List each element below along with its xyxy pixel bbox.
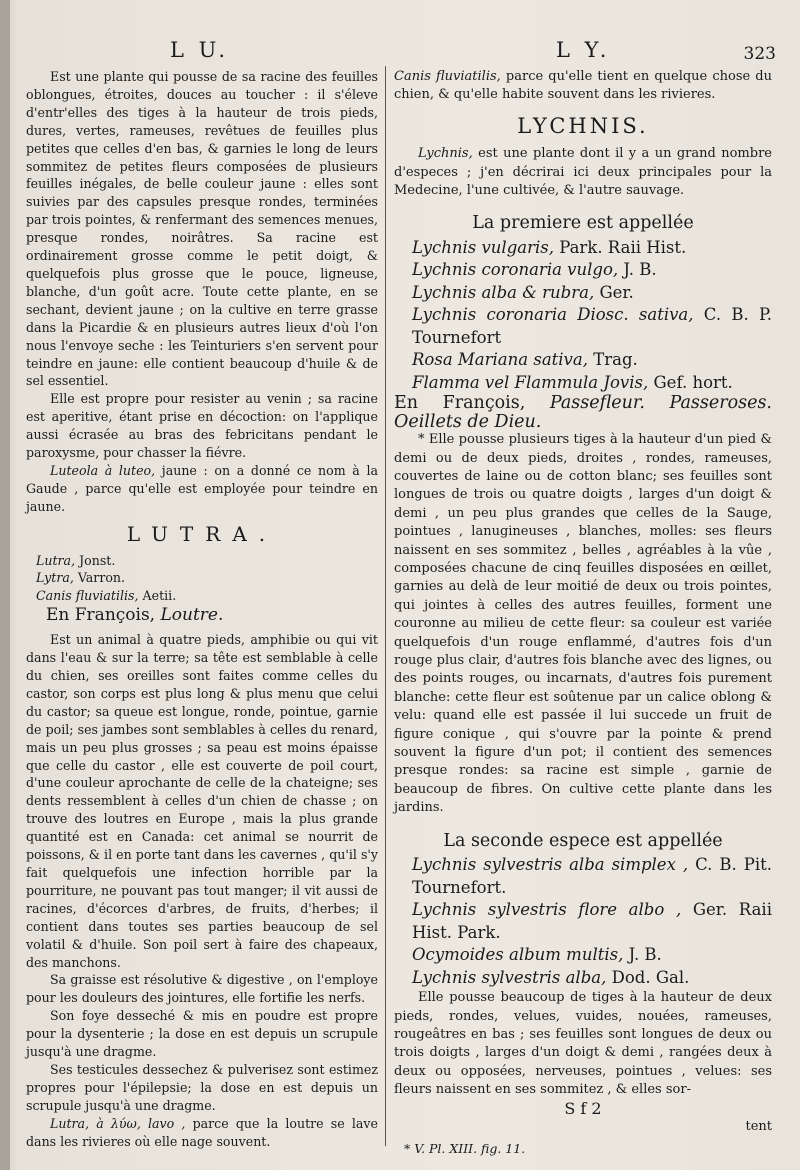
lutra-description: Est un animal à quatre pieds, amphibie ou qui vit dans l'eau & sur la terre; sa tête est semblable à celle du chien, ses oreilles sont faites comme celles du castor, son corps est plus long & plus menu que celui du castor; sa queue est longue, ronde, pointue, garnie de poil; ses jambes sont semblables à celles du renard, mais un peu plus grosses ; sa peau est moins épaisse que celle du castor , elle est couverte de poil court, d'une couleur aprochante de celle de la chateigne; ses dents ressemblent à celles d'un chien de chasse ; on trouve des loutres en Europe , mais la plus grande quantité est en Canada: cet animal se nourrit de poissons, & il en porte tant dans les cavernes , qu'il s'y fait quelquefois une infection horrible par la pourriture, ne pouvant pas tout manger; il vit aussi de racines, d'écorces d'arbres, de fruits, d'herbes; il contient dans toutes ses parties beaucoup de sel volatil & d'huile. Son poil sert à faire des chapeaux, des manchons.	[26, 632, 378, 970]
synonym-author: C. B. Pit. Tournefort.	[412, 855, 772, 897]
synonym-name: Lytra,	[36, 570, 74, 586]
synonym-name: Lychnis alba & rubra,	[412, 282, 595, 302]
synonym-name: Lychnis vulgaris,	[412, 237, 554, 257]
lutra-term: Lutra, à λύω, lavo ,	[50, 1115, 186, 1131]
synonym-line	[412, 854, 772, 899]
synonym-name: Flamma vel Flammula Jovis,	[412, 372, 649, 392]
synonym-name: Lychnis coronaria Diosc. sativa,	[412, 305, 694, 325]
first-species-heading: La premiere est appellée	[472, 213, 694, 234]
synonym-line	[36, 552, 378, 570]
synonym-name: Canis fluviatilis,	[36, 588, 139, 604]
second-species-description: Elle pousse beaucoup de tiges à la hauteur de deux pieds, rondes, velues, vuides, nouées, rameuses, rougeâtres en bas ; ses feuilles sont longues de deux ou trois doigts , larges d'un doigt & demi , rangées deux à deux ou opposées, nerveuses, pointues , velues: ses fleurs naissent en ses sommitez , & elles sor-	[394, 990, 772, 1098]
synonym-line	[412, 304, 772, 349]
luteola-description: Est une plante qui pousse de sa racine des feuilles oblongues, étroites, douces au toucher : il s'éleve d'entr'elles des tiges à la hauteur de trois pieds, dures, vertes, rameuses, revêtues de feuilles plus petites que celles d'en bas, & garnies le long de leurs sommitez de petites fleurs composées de plusieurs feuilles inégales, de belle couleur jaune : elles sont suivies par des capsules presque rondes, terminées par trois pointes, & renfermant des semences menues, presque rondes, noirâtres. Sa racine est ordinairement grosse comme le petit doigt, & quelquefois plus grosse que le pouce, ligneuse, blanche, d'un goût acre. Toute cette plante, en se sechant, devient jaune ; on la cultive en terre grasse dans la Picardie & en plusieurs autres lieux d'où l'on nous l'envoye seche : les Teinturiers s'en servent pour teindre en jaune: elle contient beaucoup d'huile & de sel essentiel.	[26, 69, 378, 389]
synonym-author: C. B. P. Tournefort	[412, 305, 773, 347]
entry-title-lutra: LUTRA.	[126, 521, 278, 546]
lychnis-french-names	[394, 394, 772, 431]
synonym-author: J. B.	[623, 945, 662, 965]
synonym-name: Lychnis sylvestris flore albo ,	[412, 900, 682, 920]
synonym-name: Lychnis coronaria vulgo,	[412, 260, 619, 280]
second-species-synonyms	[394, 854, 772, 989]
canis-etymology	[394, 68, 772, 105]
lutra-etymology	[26, 1115, 378, 1151]
lychnis-term: Lychnis,	[418, 146, 473, 162]
lutra-liver-uses: Son foye desseché & mis en poudre est propre pour la dysenterie ; la dose en est depuis un scrupule jusqu'à une dragme.	[26, 1008, 378, 1060]
synonym-author: Ger.	[594, 282, 634, 302]
synonym-line	[412, 899, 772, 944]
page-gutter	[0, 0, 10, 1170]
synonym-line	[412, 349, 772, 372]
synonym-author: Varron.	[73, 570, 126, 586]
canis-term: Canis fluviatilis,	[394, 69, 501, 84]
french-label: En François,	[394, 393, 550, 414]
lutra-etymology-text: parce que la loutre se lave dans les rivieres où elle nage souvent.	[26, 1115, 378, 1149]
synonym-line	[412, 372, 772, 395]
synonym-line	[412, 967, 772, 990]
luteola-etymology	[26, 462, 378, 516]
second-species-heading: La seconde espece est appellée	[443, 830, 723, 851]
lutra-french-name	[26, 607, 378, 625]
synonym-line	[412, 237, 772, 260]
synonym-name: Lutra,	[36, 552, 76, 568]
page-number: 323	[743, 44, 776, 64]
left-column	[26, 68, 378, 1150]
synonym-name: Ocymoides album multis,	[412, 945, 624, 965]
first-species-description: * Elle pousse plusieurs tiges à la hauteur d'un pied & demi ou de deux pieds, droites , rondes, rameuses, couvertes de laine ou de cotton blanc; ses feuilles sont longues de trois ou quatre doigts , larges d'un doigt & demi , un peu plus grandes que celles de la Sauge, pointues , lanugineuses , blanches, molles: ses fleurs naissent en ses sommitez , belles , agréables à la vûe , composées chacune de cinq feuilles disposées en œillet, garnies au delà de leur moitié de deux ou trois pointes, qui jointes à celles des autres feuilles, forment une couronne au milieu de cette fleur: sa couleur est variée quelquefois d'un rouge enflammé, d'autres fois d'un rouge plus clair, d'autres fois blanche avec des lignes, ou des points rouges, ou incarnats, d'autres fois purement blanche: cette fleur est soûtenue par un calice oblong & velu: quand elle est passée il lui succede un fruit de figure conique , qui s'ouvre par la pointe & prend souvent la figure d'un pot; il contient des semences presque rondes: sa racine est simple , garnie de beaucoup de fibres. On cultive cette plante dans les jardins.	[394, 432, 772, 816]
french-label: En François,	[46, 605, 161, 626]
running-head-right: L Y.	[556, 38, 611, 62]
lutra-testicle-uses: Ses testicules dessechez & pulverisez sont estimez propres pour l'épilepsie; la dose en est depuis un scrupule jusqu'à une dragme.	[26, 1061, 378, 1113]
synonym-line	[36, 569, 378, 587]
first-species-synonyms	[394, 237, 772, 395]
entry-title-lychnis: LYCHNIS.	[517, 113, 649, 138]
right-column	[394, 68, 772, 1159]
lychnis-intro	[394, 145, 772, 200]
running-head-left: L U.	[170, 38, 230, 62]
synonym-name: Rosa Mariana sativa,	[412, 350, 588, 370]
synonym-line	[36, 587, 378, 605]
french-names: Passefleur. Passeroses. Oeillets de Dieu.	[394, 393, 772, 432]
signature-mark: S f 2	[564, 1098, 602, 1118]
synonym-line	[412, 944, 772, 967]
canis-etymology-text: parce qu'elle tient en quelque chose du chien, & qu'elle habite souvent dans les rivieres.	[394, 69, 773, 103]
french-name: Loutre.	[160, 605, 224, 626]
luteola-term: Luteola à luteo,	[50, 462, 156, 478]
lutra-synonyms	[26, 552, 378, 606]
synonym-author: Dod. Gal.	[606, 967, 690, 987]
luteola-etymology-text: jaune : on a donné ce nom à la Gaude , parce qu'elle est employée pour teindre en jaune.	[26, 462, 378, 514]
synonym-author: Jonst.	[75, 552, 116, 568]
synonym-name: Lychnis sylvestris alba simplex ,	[412, 855, 689, 875]
synonym-line	[412, 282, 772, 305]
synonym-author: Gef. hort.	[648, 372, 733, 392]
luteola-uses: Elle est propre pour resister au venin ; sa racine est aperitive, étant prise en décoction: on l'applique aussi écrasée au bras des febricitans pendant le paroxysme, pour chasser la fiévre.	[26, 391, 378, 461]
lychnis-intro-text: est une plante dont il y a un grand nombre d'especes ; j'en décrirai ici deux principales pour la Medecine, l'une cultivée, & l'autre sauvage.	[394, 146, 772, 199]
column-divider	[385, 66, 386, 1146]
synonym-author: Ger. Raii Hist. Park.	[412, 900, 772, 942]
synonym-name: Lychnis sylvestris alba,	[412, 967, 607, 987]
synonym-line	[412, 259, 772, 282]
synonym-author: J. B.	[618, 260, 657, 280]
plate-footnote: * V. Pl. XIII. fig. 11.	[404, 1141, 526, 1157]
catchword: tent	[745, 1118, 772, 1134]
synonym-author: Park. Raii Hist.	[553, 237, 687, 257]
synonym-author: Aetii.	[138, 588, 177, 604]
synonym-author: Trag.	[587, 350, 638, 370]
lutra-fat-uses: Sa graisse est résolutive & digestive , on l'employe pour les douleurs des jointures, elle fortifie les nerfs.	[26, 972, 378, 1006]
